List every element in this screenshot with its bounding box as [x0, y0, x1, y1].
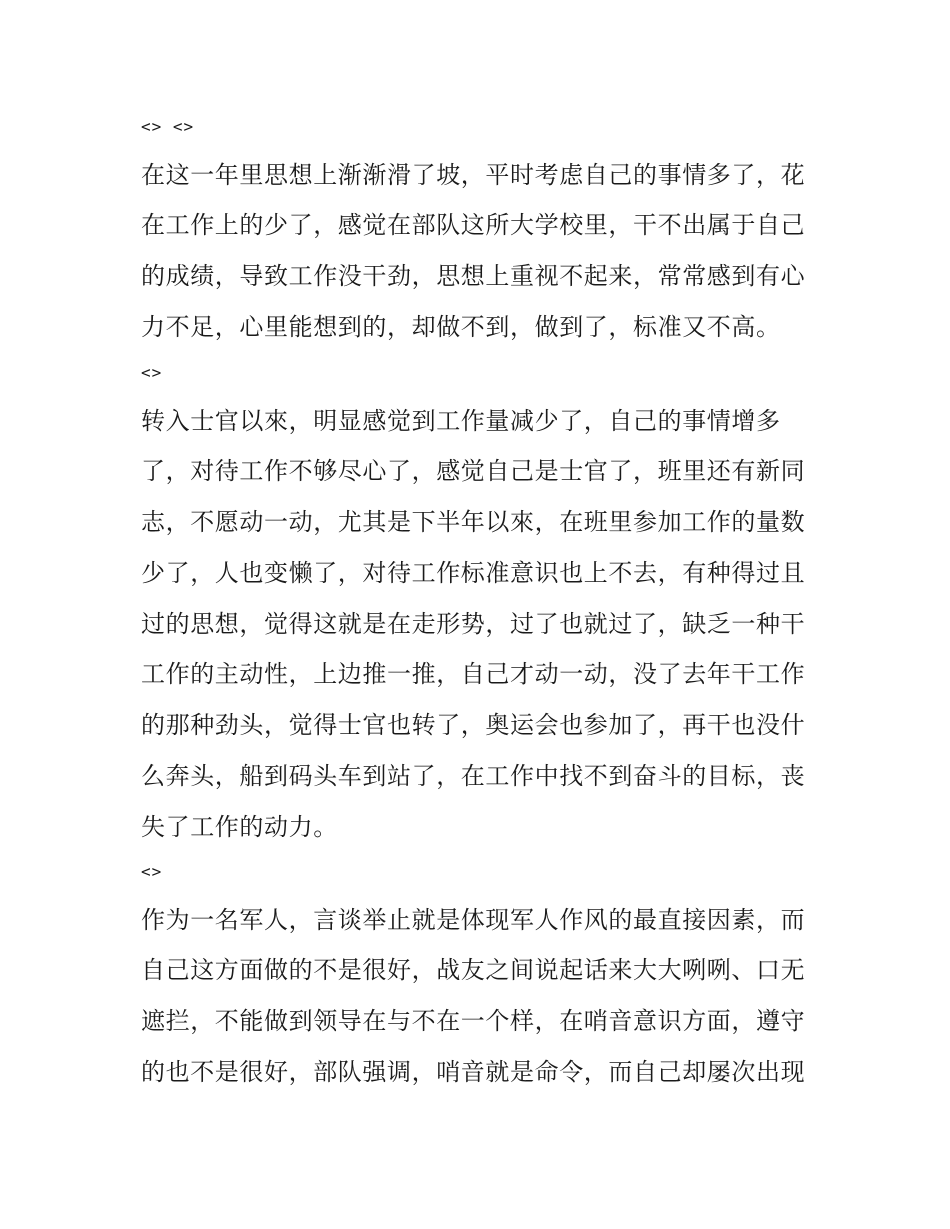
paragraph-line: 少了，人也变懒了，对待工作标准意识也上不去，有种得过且: [141, 559, 806, 587]
section-marker: <>: [141, 862, 163, 881]
paragraph-line: 志，不愿动一动，尤其是下半年以來，在班里参加工作的量数: [141, 508, 806, 536]
paragraph-line: 了，对待工作不够尽心了，感觉自己是士官了，班里还有新同: [141, 457, 806, 485]
paragraph-line: 工作的主动性，上边推一推，自己才动一动，没了去年干工作: [141, 660, 806, 688]
paragraph-line: 遮拦，不能做到领导在与不在一个样，在哨音意识方面，遵守: [141, 1007, 806, 1035]
section-marker: <>: [141, 363, 163, 382]
paragraph-line: 失了工作的动力。: [141, 813, 338, 841]
section-marker: <> <>: [141, 117, 195, 136]
paragraph-line: 转入士官以來，明显感觉到工作量减少了，自己的事情增多: [141, 407, 781, 435]
paragraph-line: 的也不是很好，部队强调，哨音就是命令，而自己却屡次出现: [141, 1058, 806, 1086]
paragraph-line: 力不足，心里能想到的，却做不到，做到了，标准又不高。: [141, 313, 781, 341]
paragraph-line: 的那种劲头，觉得士官也转了，奥运会也参加了，再干也没什: [141, 711, 806, 739]
paragraph-line: 过的思想，觉得这就是在走形势，过了也就过了，缺乏一种干: [141, 610, 806, 638]
paragraph-line: 么奔头，船到码头车到站了，在工作中找不到奋斗的目标，丧: [141, 762, 806, 790]
paragraph-line: 在工作上的少了，感觉在部队这所大学校里，干不出属于自己: [141, 211, 806, 239]
paragraph-line: 作为一名军人，言谈举止就是体现军人作风的最直接因素，而: [141, 906, 806, 934]
paragraph-line: 自己这方面做的不是很好，战友之间说起话来大大咧咧、口无: [141, 956, 806, 984]
paragraph-line: 在这一年里思想上渐渐滑了坡，平时考虑自己的事情多了，花: [141, 161, 806, 189]
paragraph-line: 的成绩，导致工作没干劲，思想上重视不起来，常常感到有心: [141, 262, 806, 290]
